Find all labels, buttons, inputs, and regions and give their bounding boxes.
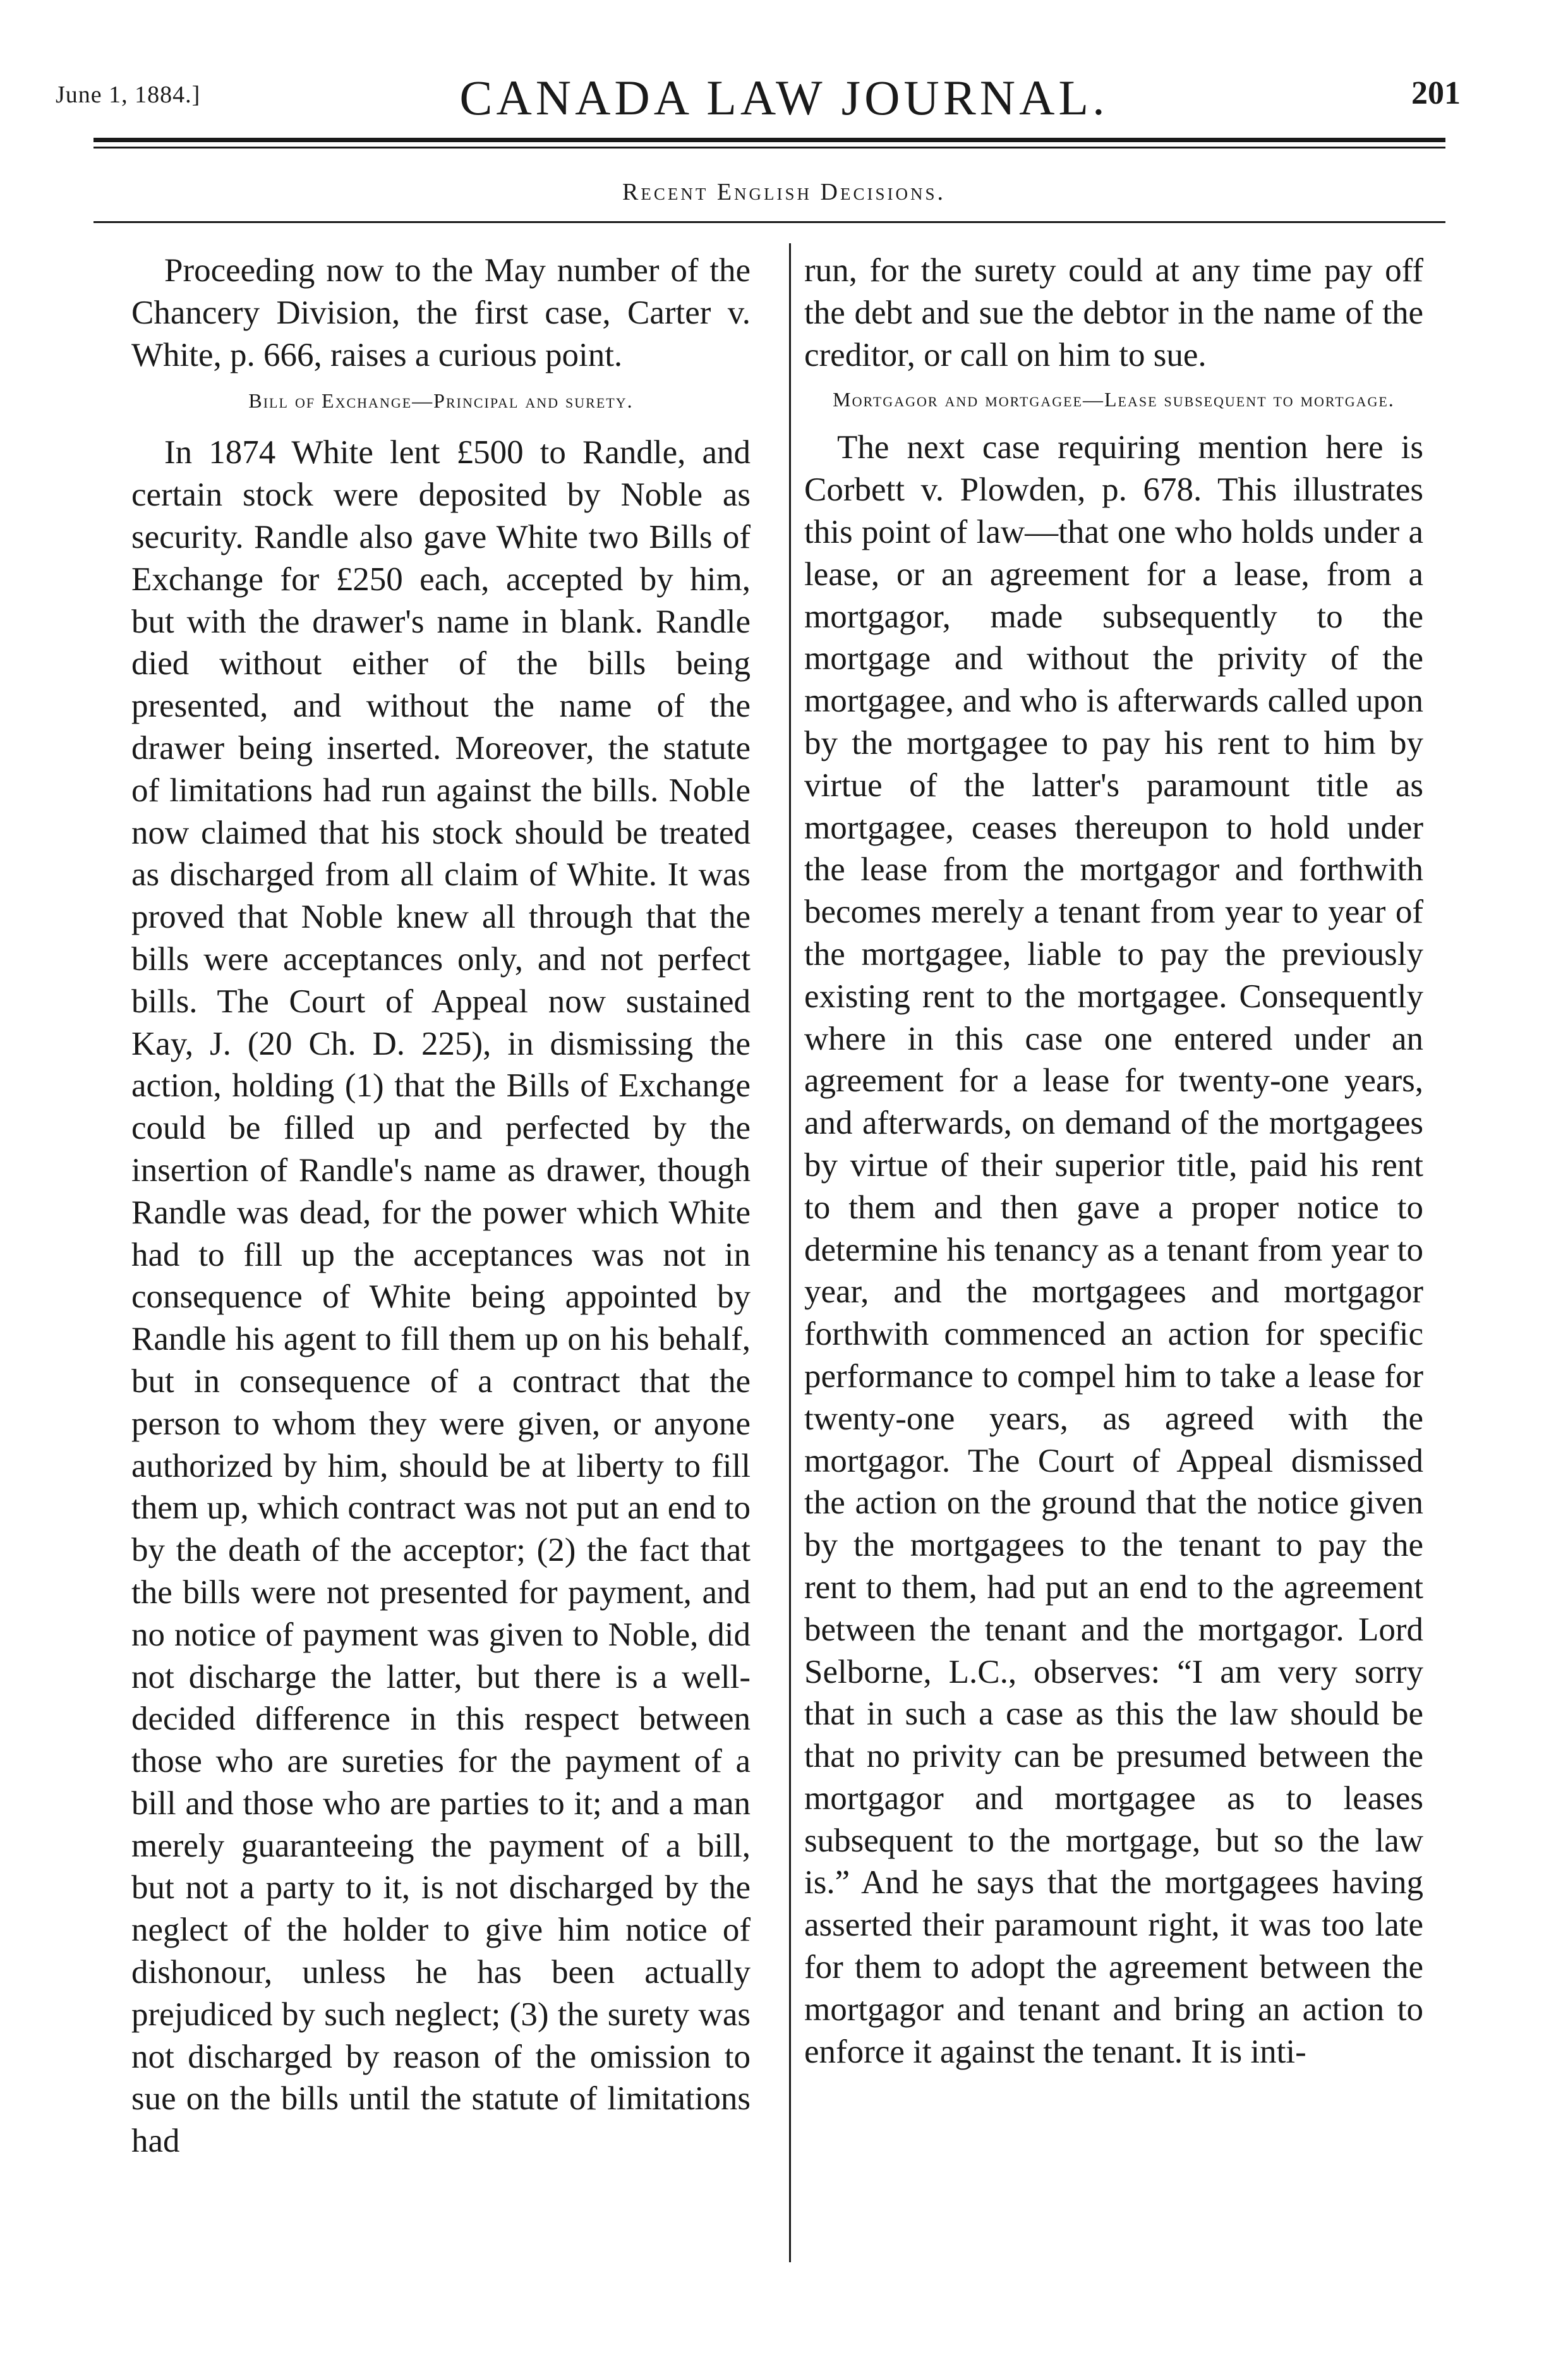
paragraph-corbett-v-plowden: The next case requiring mention here is Corbett v. Plowden, p. 678. This illustrates this point of law—that one who holds under a lease, or an agreement for a lease, from a mortgagor, made subsequently to the mortgage and without the privity of the mortgagee, and who is afterwards called upon by the mortgagee to pay his rent to him by virtue of the latter's paramount title as mortgagee, ceases thereupon to hold under the lease from the mortgagor and forthwith becomes merely a tenant from year to year of the mortgagee, liable to pay the previously existing rent to the mortgagee. Consequently where in this case one entered under an agreement for a lease for twenty-one years, and afterwards, on demand of the mortgagees by virtue of their superior title, paid his rent to them and then gave a proper notice to determine his tenancy as a tenant from year to year, and the mortgagees and mortgagor forthwith commenced an action for specific performance to compel him to take a lease for twenty-one years, as agreed with the mortgagor. The Court of Appeal dismissed the action on the ground that the notice given by the mortgagees to the tenant to pay the rent to them, had put an end to the agreement between the tenant and the mortgagor. Lord Selborne, L.C., observes: “I am very sorry that in such a case as this the law should be that no privity can be presumed between the mortgagor and mortgagee as to leases subsequent to the mortgage, but so the law is.” And he says that the mortgagees having asserted their paramount right, it was too late for them to adopt the agreement between the mortgagor and tenant and bring an action to enforce it against the tenant. It is inti- <box>804 429 1423 2070</box>
page-header <box>0 0 1568 145</box>
subheading-bill-of-exchange: Bill of Exchange—Principal and surety. <box>248 389 634 413</box>
right-column <box>804 250 1423 2073</box>
issue-date: June 1, 1884.] <box>56 82 201 108</box>
journal-title: CANADA LAW JOURNAL. <box>459 70 1109 125</box>
paragraph-continuation: run, for the surety could at any time pay off the debt and sue the debtor in the name of the creditor, or call on him to sue. <box>804 252 1423 373</box>
header-rule-thin <box>93 147 1445 148</box>
column-divider <box>789 243 791 2262</box>
section-title: Recent English Decisions. <box>622 179 946 205</box>
subheading-mortgagor-mortgagee: Mortgagor and mortgagee—Lease subsequent to mortgage. <box>833 388 1395 411</box>
header-rule-thick <box>93 138 1445 142</box>
section-rule <box>93 221 1445 223</box>
page-number: 201 <box>1411 75 1461 111</box>
paragraph-intro: Proceeding now to the May number of the Chancery Division, the first case, Carter v. White, p. 666, raises a curious point. <box>131 252 751 373</box>
paragraph-carter-v-white: In 1874 White lent £500 to Randle, and certain stock were deposited by Noble as security. Randle also gave White two Bills of Exchange for £250 each, accepted by him, but with the drawer's name in blank. Randle died without either of the bills being presented, and without the name of the drawer being inserted. Moreover, the statute of limitations had run against the bills. Noble now claimed that his stock should be treated as discharged from all claim of White. It was proved that Noble knew all through that the bills were acceptances only, and not perfect bills. The Court of Appeal now sustained Kay, J. (20 Ch. D. 225), in dismissing the action, holding (1) that the Bills of Exchange could be filled up and perfected by the insertion of Randle's name as drawer, though Randle was dead, for the power which White had to fill up the acceptances was not in consequence of White being appointed by Randle his agent to fill them up on his behalf, but in consequence of a contract that the person to whom they were given, or anyone authorized by him, should be at liberty to fill them up, which contract was not put an end to by the death of the acceptor; (2) the fact that the bills were not presented for payment, and no notice of payment was given to Noble, did not discharge the latter, but there is a well-decided difference in this respect between those who are sureties for the payment of a bill and those who are parties to it; and a man merely guaranteeing the payment of a bill, but not a party to it, is not discharged by the neglect of the holder to give him notice of dishonour, unless he has been actually prejudiced by such neglect; (3) the surety was not discharged by reason of the omission to sue on the bills until the statute of limitations had <box>131 434 751 2160</box>
left-column <box>131 250 751 2162</box>
